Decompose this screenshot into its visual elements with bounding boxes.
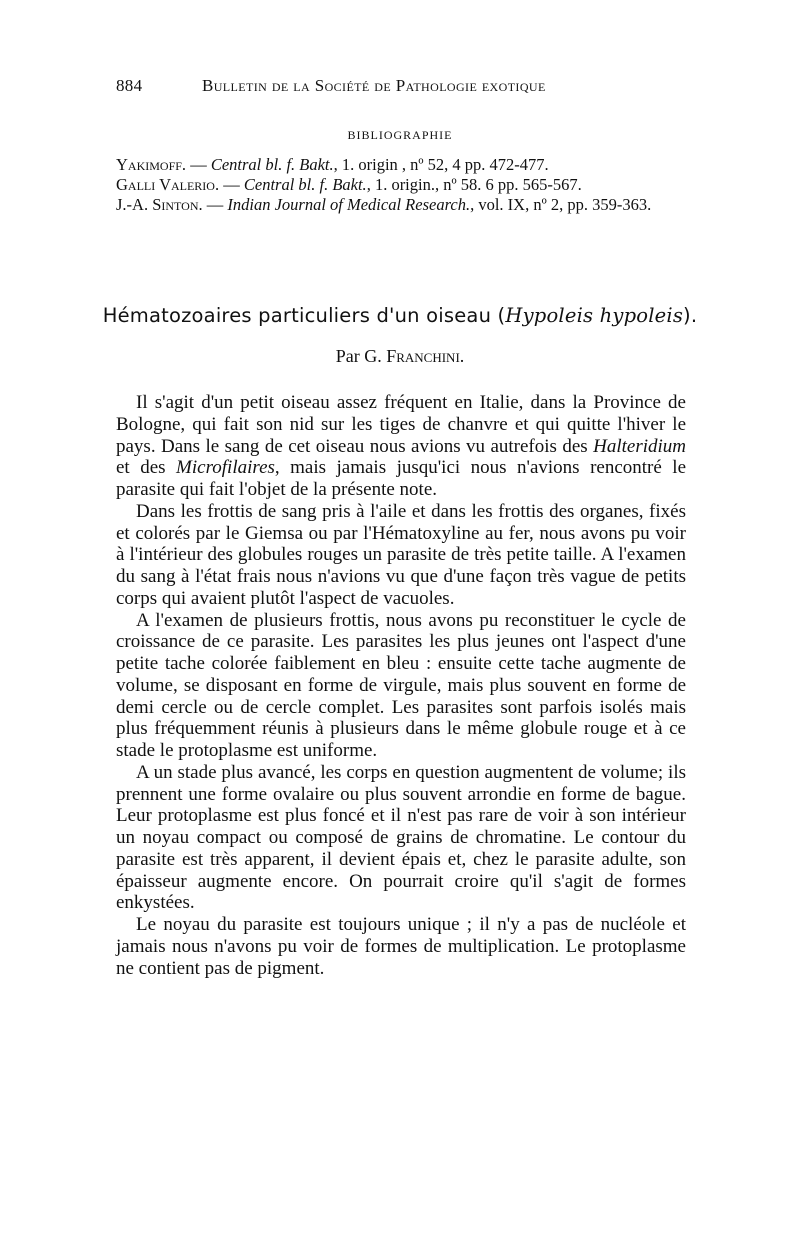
paragraph-1-text-c: et des [116,457,177,479]
entry-journal: Indian Journal of Medical Research. [227,195,471,214]
paragraph-1 [116,392,686,501]
paragraph-3: A l'examen de plusieurs frottis, nous avons pu reconstituer le cycle de croissance de ce parasite. Les parasites les plus jeunes ont l'aspect d'une petite tache colorée faiblement en bleu : ensuite cette tache augmente de volume, se disposant en forme de virgule, mais plus souvent en forme de demi cercle ou de cercle complet. Les parasites sont parfois isolés mais plus fréquemment réunis à plusieurs dans le même globule rouge et à ce stade le protoplasme est uniforme. [116,609,686,761]
article-byline [0,346,800,367]
bibliography-heading: BIBLIOGRAPHIE [347,128,453,142]
article-title [0,304,800,327]
entry-author: Galli Valerio. [116,175,220,194]
paragraph-1-text-e: , mais jamais jusqu'ici nous n'avions rencontré le parasite qui fait l'objet de la présente note. [116,457,687,500]
paragraph-1-text-a: Il s'agit d'un petit oiseau assez fréquent en Italie, dans la Province de Bologne, qui fait son nid sur les tiges de chanvre et qui quitte l'hiver le pays. Dans le sang de cet oiseau nous avions vu autrefois des [116,392,686,457]
paragraph-4: A un stade plus avancé, les corps en question augmentent de volume; ils prennent une forme ovalaire ou plus souvent arrondie en forme de bague. Leur protoplasme est plus foncé et il n'est pas rare de voir à son intérieur un noyau compact ou composé de grains de chromatine. Le contour du parasite est très apparent, il devient épais et, chez le parasite adulte, son épaisseur augmente encore. On pourrait croire qu'il s'agit de formes enkystées. [116,761,686,914]
paragraph-1-microfilaires: Microfilaires [176,457,275,479]
bibliography-entry [116,175,686,195]
article-title-end: ). [683,304,698,327]
journal-title: Bulletin de la Société de Pathologie exotique [202,76,546,95]
bibliography-entry [116,155,686,175]
entry-journal: Central bl. f. Bakt. [210,155,334,174]
entry-author: J.-A. Sinton. [116,195,203,214]
entry-journal: Central bl. f. Bakt. [243,175,367,194]
bibliography-entry [116,195,686,215]
paragraph-1-genus-halteridium: Halteridium [593,435,686,457]
byline-prefix: Par G. [335,346,387,366]
entry-details: , vol. IX, nº 2, pp. 359-363. [470,195,652,214]
page-number: 884 [116,76,143,95]
entry-separator: — [219,175,244,194]
article-title-main: Hématozoaires particuliers d'un oiseau ( [102,304,506,327]
entry-separator: — [186,155,211,174]
byline-author: Franchini. [386,346,465,366]
article-title-species: Hypoleis hypoleis [505,304,684,327]
article-body [116,392,686,979]
paragraph-5: Le noyau du parasite est toujours unique ; il n'y a pas de nucléole et jamais nous n'avons pu voir de formes de multiplication. Le protoplasme ne contient pas de pigment. [116,914,686,979]
running-header [116,76,676,98]
entry-separator: — [202,195,228,214]
entry-author: Yakimoff. [116,155,187,174]
paragraph-2: Dans les frottis de sang pris à l'aile et dans les frottis des organes, fixés et colorés par le Giemsa ou par l'Hématoxyline au fer, nous avons pu voir à l'intérieur des globules rouges un parasite de très petite taille. A l'examen du sang à l'état frais nous n'avions vu que d'une façon très vague de petits corps qui avaient plutôt l'aspect de vacuoles. [116,500,686,609]
entry-details: , 1. origin., nº 58. 6 pp. 565-567. [366,175,582,194]
bibliography-list [116,155,686,215]
entry-details: , 1. origin , nº 52, 4 pp. 472-477. [333,155,549,174]
